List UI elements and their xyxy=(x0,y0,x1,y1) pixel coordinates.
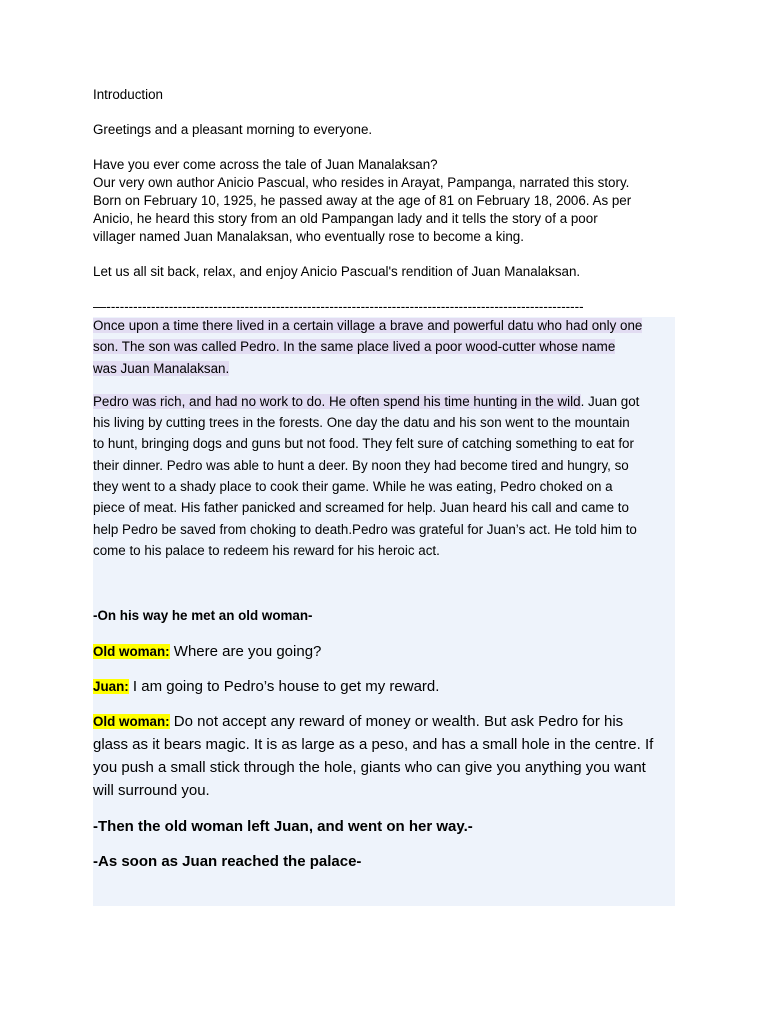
dialogue-text: Where are you going? xyxy=(169,643,322,660)
speaker-label: Juan: xyxy=(93,679,129,694)
story-line: son. The son was called Pedro. In the same place lived a poor wood-cutter whose name xyxy=(93,339,616,355)
speaker-label: Old woman: xyxy=(93,714,170,729)
intro-line: Anicio, he heard this story from an old Pampangan lady and it tells the story of a poor xyxy=(93,211,598,226)
speaker-label: Old woman: xyxy=(93,644,170,659)
dialogue-line xyxy=(93,640,678,663)
closing-text: Let us all sit back, relax, and enjoy Anicio Pascual's rendition of Juan Manalaksan. xyxy=(93,264,581,279)
story-section xyxy=(93,315,678,561)
intro-line: Born on February 10, 1925, he passed away at the age of 81 on February 18, 2006. As per xyxy=(93,193,632,208)
stage-direction: -As soon as Juan reached the palace- xyxy=(93,853,362,870)
greeting-text: Greetings and a pleasant morning to everyone. xyxy=(93,122,373,137)
dialogue-text: glass as it bears magic. It is as large as a peso, and has a small hole in the centre. If xyxy=(93,736,654,753)
dialogue-text: you push a small stick through the hole, giants who can give you anything you want xyxy=(93,759,646,776)
story-line: to hunt, bringing dogs and guns but not food. They felt sure of catching something to eat for xyxy=(93,436,634,452)
intro-heading: Introduction xyxy=(93,87,163,102)
story-line: their dinner. Pedro was able to hunt a deer. By noon they had become tired and hungry, so xyxy=(93,457,629,473)
story-paragraph-1 xyxy=(93,315,678,379)
stage-direction: -Then the old woman left Juan, and went on her way.- xyxy=(93,818,473,835)
dialogue-text: I am going to Pedro’s house to get my reward. xyxy=(128,678,440,695)
dialogue-text: Do not accept any reward of money or wealth. But ask Pedro for his xyxy=(169,713,624,730)
intro-line: Our very own author Anicio Pascual, who resides in Arayat, Pampanga, narrated this story. xyxy=(93,175,630,190)
story-paragraph-2 xyxy=(93,391,678,561)
section-divider: —----------------------------------------------------------------------------------------------------------- xyxy=(93,299,584,314)
story-line: was Juan Manalaksan. xyxy=(93,360,230,376)
story-line: they went to a shady place to cook their game. While he was eating, Pedro choked on a xyxy=(93,479,613,495)
story-line: help Pedro be saved from choking to death.Pedro was grateful for Juan’s act. He told him to xyxy=(93,521,637,537)
story-line: piece of meat. His father panicked and screamed for help. Juan heard his call and came to xyxy=(93,500,629,516)
stage-direction: -On his way he met an old woman- xyxy=(93,608,313,623)
story-line: his living by cutting trees in the forests. One day the datu and his son went to the mountain xyxy=(93,415,630,431)
story-line: Once upon a time there lived in a certain village a brave and powerful datu who had only one xyxy=(93,318,643,333)
intro-line: villager named Juan Manalaksan, who eventually rose to become a king. xyxy=(93,229,524,244)
intro-line: Have you ever come across the tale of Juan Manalaksan? xyxy=(93,157,438,172)
story-line: come to his palace to redeem his reward for his heroic act. xyxy=(93,542,440,558)
story-text: . Juan got xyxy=(580,393,640,409)
dialogue-line xyxy=(93,675,678,698)
introduction-section xyxy=(93,86,678,281)
dialogue-line xyxy=(93,710,678,802)
dialogue-text: will surround you. xyxy=(93,782,210,799)
highlighted-text: Pedro was rich, and had no work to do. He often spend his time hunting in the wild xyxy=(93,393,581,409)
